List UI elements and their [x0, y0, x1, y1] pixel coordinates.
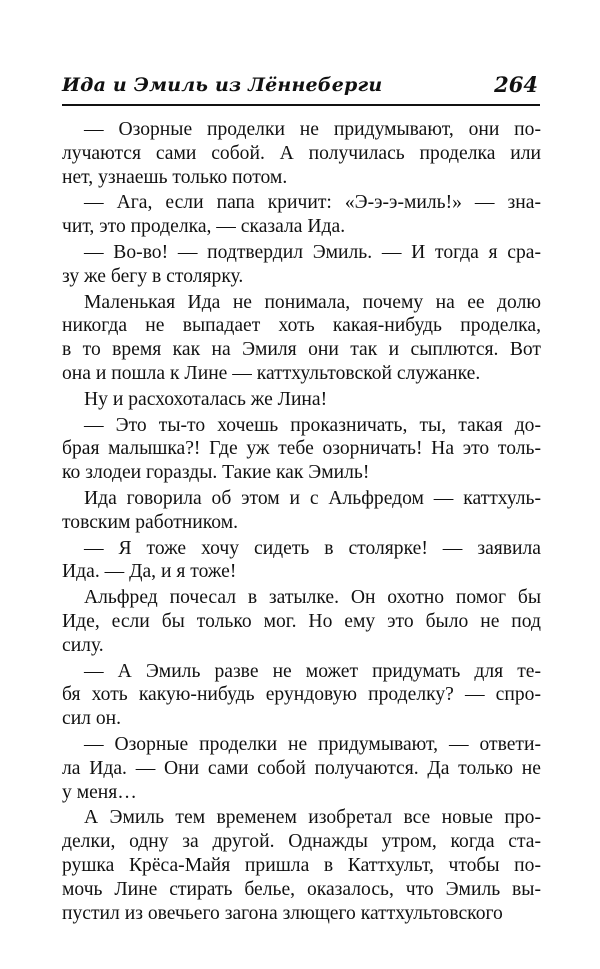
running-title: Ида и Эмиль из Лённеберги	[62, 74, 383, 96]
text-line: Ида говорила об этом и с Альфредом — каттхуль-	[84, 487, 541, 509]
text-line: пустил из овечьего загона злющего каттхультовского	[62, 902, 503, 924]
text-line: А Эмиль тем временем изобретал все новые про-	[84, 807, 541, 829]
text-line: Маленькая Ида не понимала, почему на ее долю	[84, 291, 541, 313]
header-rule	[62, 104, 540, 106]
text-line: — Озорные проделки не придумывают, — ответи-	[84, 733, 541, 755]
text-line: у меня…	[62, 781, 137, 803]
page-number: 264	[494, 72, 538, 97]
paragraph	[62, 241, 541, 289]
text-line: чит, это проделка, — сказала Ида.	[62, 216, 346, 238]
text-line: она и пошла к Лине — каттхультовской служанке.	[62, 362, 481, 384]
text-line: ла Ида. — Они сами собой получаются. Да только не	[62, 757, 541, 779]
paragraph	[62, 806, 541, 925]
text-line: зу же бегу в столярку.	[62, 265, 244, 287]
paragraph	[62, 414, 541, 485]
text-line: товским работником.	[62, 511, 239, 533]
paragraph	[62, 733, 541, 804]
text-line: никогда не выпадает хоть какая-нибудь проделка,	[62, 315, 541, 337]
text-line: в то время как на Эмиля они так и сыплются. Вот	[62, 339, 541, 361]
text-line: нет, узнаешь только потом.	[62, 166, 288, 188]
page-header	[62, 70, 538, 102]
text-line: силу.	[62, 634, 104, 656]
text-line: рушка Крёса-Майя пришла в Каттхульт, чтобы по-	[62, 854, 541, 876]
text-line: — Озорные проделки не придумывают, они по-	[84, 119, 541, 140]
text-line: — Ага, если папа кричит: «Э-э-э-миль!» — зна-	[84, 192, 541, 214]
paragraph	[62, 537, 541, 585]
text-line: сил он.	[62, 708, 122, 730]
paragraph	[62, 487, 541, 535]
paragraph	[84, 388, 541, 412]
text-line: — Это ты-то хочешь проказничать, ты, такая до-	[84, 414, 541, 436]
paragraph	[62, 291, 541, 386]
text-line: Ида. — Да, и я тоже!	[62, 561, 237, 583]
text-line: — Я тоже хочу сидеть в столярке! — заявила	[84, 537, 541, 559]
body-text	[62, 118, 541, 927]
paragraph	[62, 586, 541, 657]
text-line: Ну и расхохоталась же Лина!	[84, 388, 328, 410]
text-line: — Во-во! — подтвердил Эмиль. — И тогда я сра-	[84, 241, 541, 263]
text-line: брая малышка?! Где уж тебе озорничать! На это толь-	[62, 438, 541, 460]
text-line: Альфред почесал в затылке. Он охотно помог бы	[84, 587, 541, 609]
text-line: ко злодеи горазды. Такие как Эмиль!	[62, 462, 370, 484]
text-line: делки, одну за другой. Однажды утром, когда ста-	[62, 831, 541, 853]
text-line: бя хоть какую-нибудь ерундовую проделку? — спро-	[62, 684, 541, 706]
paragraph	[62, 191, 541, 239]
text-line: лучаются сами собой. А получилась проделка или	[62, 142, 541, 164]
text-line: мочь Лине стирать белье, оказалось, что Эмиль вы-	[62, 878, 541, 900]
text-line: Иде, если бы только мог. Но ему это было не под	[62, 610, 541, 632]
text-line: — А Эмиль разве не может придумать для те-	[84, 660, 541, 682]
paragraph	[62, 118, 541, 189]
paragraph	[62, 660, 541, 731]
